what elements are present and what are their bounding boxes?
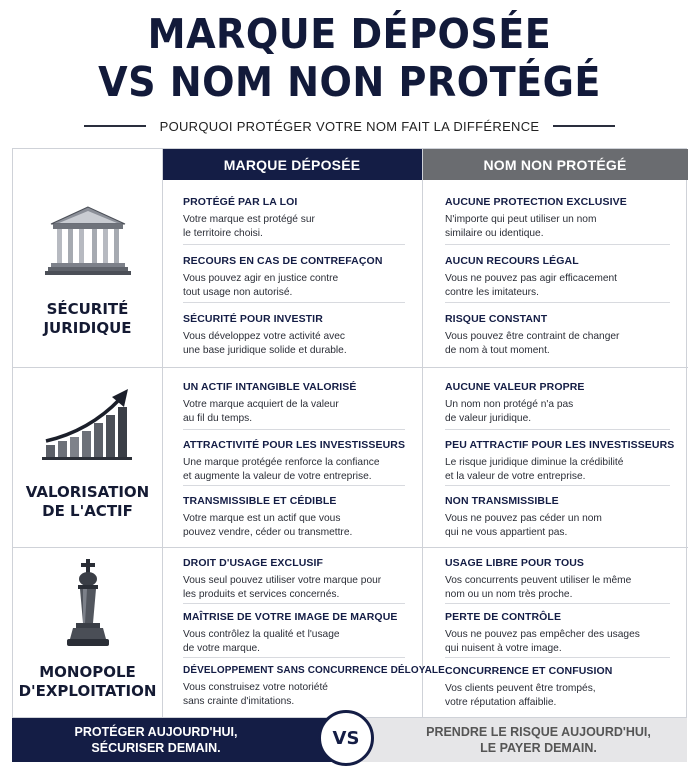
list-item <box>183 665 445 709</box>
item-title: DROIT D'USAGE EXCLUSIF <box>183 557 324 569</box>
section-monopole <box>13 547 688 719</box>
footer-left-slogan <box>12 718 350 762</box>
header-marque-deposee: MARQUE DÉPOSÉE <box>162 149 422 180</box>
courthouse-icon <box>13 204 162 276</box>
item-title: PERTE DE CONTRÔLE <box>445 611 562 623</box>
list-item <box>183 611 405 656</box>
title-line-1: MARQUE DÉPOSÉE <box>147 10 552 58</box>
item-title: SÉCURITÉ POUR INVESTIR <box>183 313 323 325</box>
item-separator <box>445 302 670 303</box>
chess-king-icon <box>13 559 162 651</box>
list-item <box>445 255 670 300</box>
item-title: NON TRANSMISSIBLE <box>445 495 559 507</box>
column-marque <box>183 547 445 719</box>
growth-chart-icon <box>13 385 162 461</box>
category-label-monopole <box>13 663 162 701</box>
item-title: AUCUN RECOURS LÉGAL <box>445 255 579 267</box>
category-label-line: MONOPOLE <box>39 663 136 681</box>
item-desc: Vous contrôlez la qualité et l'usage de votre marque. <box>183 629 340 654</box>
item-desc: Un nom non protégé n'a pas de valeur juridique. <box>445 399 574 424</box>
item-desc: Votre marque acquiert de la valeur au fil du temps. <box>183 399 339 424</box>
list-item <box>183 255 405 300</box>
page-title <box>24 10 674 106</box>
footer-right-line: PRENDRE LE RISQUE AUJOURD'HUI, <box>426 725 651 739</box>
item-separator <box>183 302 405 303</box>
item-desc: Votre marque est protégé sur le territoire choisi. <box>183 214 315 239</box>
footer-left-line: PROTÉGER AUJOURD'HUI, <box>74 725 238 739</box>
item-desc: Vos concurrents peuvent utiliser le même nom ou un nom très proche. <box>445 575 632 600</box>
list-item <box>183 557 405 602</box>
comparison-table <box>12 148 687 718</box>
list-item <box>445 495 670 540</box>
title-line-2: VS NOM NON PROTÉGÉ <box>98 58 601 106</box>
category-monopole <box>13 547 162 719</box>
item-separator <box>445 244 670 245</box>
item-desc: Vos clients peuvent être trompés, votre réputation affaiblie. <box>445 683 596 708</box>
subtitle: POURQUOI PROTÉGER VOTRE NOM FAIT LA DIFFÉRENCE <box>159 118 540 134</box>
column-nom <box>445 367 675 547</box>
section-valorisation <box>13 367 688 547</box>
item-title: ATTRACTIVITÉ POUR LES INVESTISSEURS <box>183 439 406 451</box>
list-item <box>183 381 405 426</box>
list-item <box>445 439 675 484</box>
item-title: PEU ATTRACTIF POUR LES INVESTISSEURS <box>445 439 675 451</box>
item-title: UN ACTIF INTANGIBLE VALORISÉ <box>183 381 357 393</box>
list-item <box>183 196 405 241</box>
list-item <box>445 665 670 710</box>
item-desc: Vous développez votre activité avec une base juridique solide et durable. <box>183 331 347 356</box>
header-nom-non-protege: NOM NON PROTÉGÉ <box>422 149 688 180</box>
item-desc: Une marque protégée renforce la confiance et augmente la valeur de votre entreprise. <box>183 457 380 482</box>
column-nom <box>445 180 670 367</box>
item-desc: Vous construisez votre notoriété sans crainte d'imitations. <box>183 682 328 707</box>
item-separator <box>183 429 405 430</box>
column-nom <box>445 547 670 719</box>
item-separator <box>445 657 670 658</box>
vs-badge: VS <box>318 710 374 766</box>
item-title: TRANSMISSIBLE ET CÉDIBLE <box>183 495 337 507</box>
category-securite <box>13 180 162 367</box>
item-desc: N'importe qui peut utiliser un nom similaire ou identique. <box>445 214 597 239</box>
item-desc: Vous seul pouvez utiliser votre marque pour les produits et services concernés. <box>183 575 382 600</box>
list-item <box>445 381 670 426</box>
subtitle-row <box>0 116 699 136</box>
column-marque <box>183 180 405 367</box>
footer-right-line: LE PAYER DEMAIN. <box>480 741 597 755</box>
list-item <box>183 313 405 358</box>
item-desc: Votre marque est un actif que vous pouvez vendre, céder ou transmettre. <box>183 513 353 538</box>
footer-left-line: SÉCURISER DEMAIN. <box>91 741 221 755</box>
item-separator <box>183 657 405 658</box>
item-separator <box>445 603 670 604</box>
item-desc: Vous pouvez agir en justice contre tout usage non autorisé. <box>183 273 339 298</box>
item-separator <box>183 603 405 604</box>
item-desc: Vous ne pouvez pas céder un nom qui ne vous appartient pas. <box>445 513 602 538</box>
subtitle-rule-left <box>84 125 146 127</box>
item-title: RISQUE CONSTANT <box>445 313 548 325</box>
item-desc: Le risque juridique diminue la crédibilité et la valeur de votre entreprise. <box>445 457 624 482</box>
item-title: AUCUNE PROTECTION EXCLUSIVE <box>445 196 627 208</box>
item-separator <box>183 244 405 245</box>
item-title: RECOURS EN CAS DE CONTREFAÇON <box>183 255 383 267</box>
column-marque <box>183 367 405 547</box>
list-item <box>445 196 670 241</box>
footer-banner <box>12 718 687 762</box>
category-label-line: SÉCURITÉ <box>46 300 129 318</box>
item-desc: Vous ne pouvez pas empêcher des usages qui nuisent à votre image. <box>445 629 640 654</box>
list-item <box>445 611 670 656</box>
item-separator <box>183 485 405 486</box>
item-title: CONCURRENCE ET CONFUSION <box>445 665 613 677</box>
subtitle-rule-right <box>553 125 615 127</box>
item-title: AUCUNE VALEUR PROPRE <box>445 381 585 393</box>
section-securite-juridique <box>13 180 688 367</box>
category-label-line: D'EXPLOITATION <box>18 682 157 700</box>
list-item <box>445 313 670 358</box>
item-title: PROTÉGÉ PAR LA LOI <box>183 196 298 208</box>
category-valorisation <box>13 367 162 547</box>
category-label-line: VALORISATION <box>25 483 150 501</box>
category-label-valorisation <box>13 483 162 521</box>
category-label-line: JURIDIQUE <box>43 319 132 337</box>
list-item <box>183 439 405 484</box>
footer-right-slogan <box>350 718 687 762</box>
item-desc: Vous ne pouvez pas agir efficacement contre les imitateurs. <box>445 273 617 298</box>
item-title: MAÎTRISE DE VOTRE IMAGE DE MARQUE <box>183 611 398 623</box>
category-label-line: DE L'ACTIF <box>42 502 133 520</box>
item-separator <box>445 485 670 486</box>
category-label-securite <box>13 300 162 338</box>
item-separator <box>445 429 670 430</box>
item-desc: Vous pouvez être contraint de changer de nom à tout moment. <box>445 331 620 356</box>
item-title: USAGE LIBRE POUR TOUS <box>445 557 585 569</box>
item-title: DÉVELOPPEMENT SANS CONCURRENCE DÉLOYALE <box>183 665 445 676</box>
list-item <box>183 495 405 540</box>
list-item <box>445 557 670 602</box>
